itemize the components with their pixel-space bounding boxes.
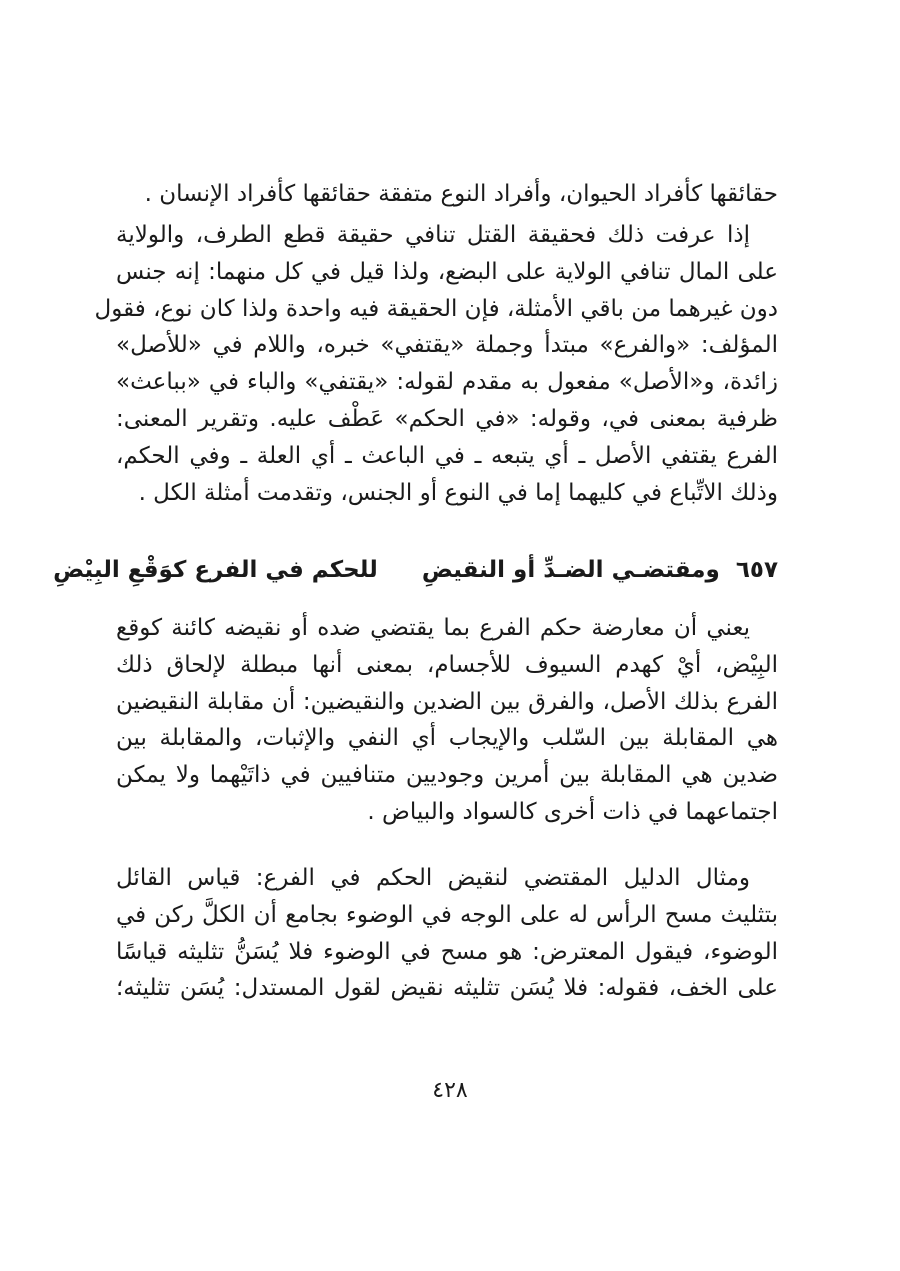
text-line: بتثليث مسح الرأس له على الوجه في الوضوء بجامع أن الكلَّ ركن في — [116, 901, 778, 928]
text-line: الفرع بذلك الأصل، والفرق بين الضدين والنقيضين: أن مقابلة النقيضين — [116, 688, 778, 715]
text-line: البِيْض، أيْ كهدم السيوف للأجسام، بمعنى أنها مبطلة لإلحاق ذلك — [116, 651, 778, 678]
text-line: على الخف، فقوله: فلا يُسَن تثليثه نقيض لقول المستدل: يُسَن تثليثه؛ — [116, 975, 778, 1002]
paragraph-example — [116, 860, 778, 1007]
text-line: دون غيرهما من باقي الأمثلة، فإن الحقيقة فيه واحدة ولذا كان نوع، فقول — [94, 295, 778, 322]
verse-number: ٦٥٧ — [735, 557, 778, 583]
text-line: على المال تنافي الولاية على البضع، ولذا قيل في كل منهما: إنه جنس — [116, 258, 778, 285]
text-line: المؤلف: «والفرع» مبتدأ وجملة «يقتفي» خبره، واللام في «للأصل» — [116, 332, 778, 359]
text-line: هي المقابلة بين السّلب والإيجاب أي النفي والإثبات، والمقابلة بين — [116, 725, 778, 752]
verse-hemistich-first: ومقتضـي الضـدِّ أو النقيضِ — [421, 557, 720, 583]
text-line: الفرع يقتفي الأصل ـ أي يتبعه ـ في الباعث ـ أي العلة ـ وفي الحكم، — [116, 442, 778, 469]
text-line: حقائقها كأفراد الحيوان، وأفراد النوع متفقة حقائقها كأفراد الإنسان . — [144, 181, 778, 207]
text-line: ضدين هي المقابلة بين أمرين وجوديين متنافيين في ذاتَيْهما ولا يمكن — [116, 762, 778, 789]
text-line: ظرفية بمعنى في، وقوله: «في الحكم» عَطْف عليه. وتقرير المعنى: — [116, 405, 778, 432]
text-line: زائدة، و«الأصل» مفعول به مقدم لقوله: «يقتفي» والباء في «بباعث» — [116, 369, 778, 396]
text-line: إذا عرفت ذلك فحقيقة القتل تنافي حقيقة قطع الطرف، والولاية — [116, 222, 750, 248]
text-line: الوضوء، فيقول المعترض: هو مسح في الوضوء فلا يُسَنُّ تثليثه قياسًا — [116, 938, 778, 965]
text-line: ومثال الدليل المقتضي لنقيض الحكم في الفرع: قياس القائل — [116, 865, 750, 891]
paragraph-top — [116, 176, 778, 213]
text-line: اجتماعهما في ذات أخرى كالسواد والبياض . — [367, 798, 778, 825]
text-line: وذلك الاتِّباع في كليهما إما في النوع أو الجنس، وتقدمت أمثلة الكل . — [138, 479, 778, 506]
paragraph-commentary — [116, 610, 778, 831]
page-number: ٤٢٨ — [432, 1078, 468, 1103]
text-line: يعني أن معارضة حكم الفرع بما يقتضي ضده أو نقيضه كائنة كوقع — [116, 615, 750, 641]
paragraph-explanation — [94, 217, 778, 511]
verse-heading — [53, 550, 778, 590]
verse-hemistich-second: للحكم في الفرع كوَقْعِ البِيْضِ — [53, 557, 378, 583]
